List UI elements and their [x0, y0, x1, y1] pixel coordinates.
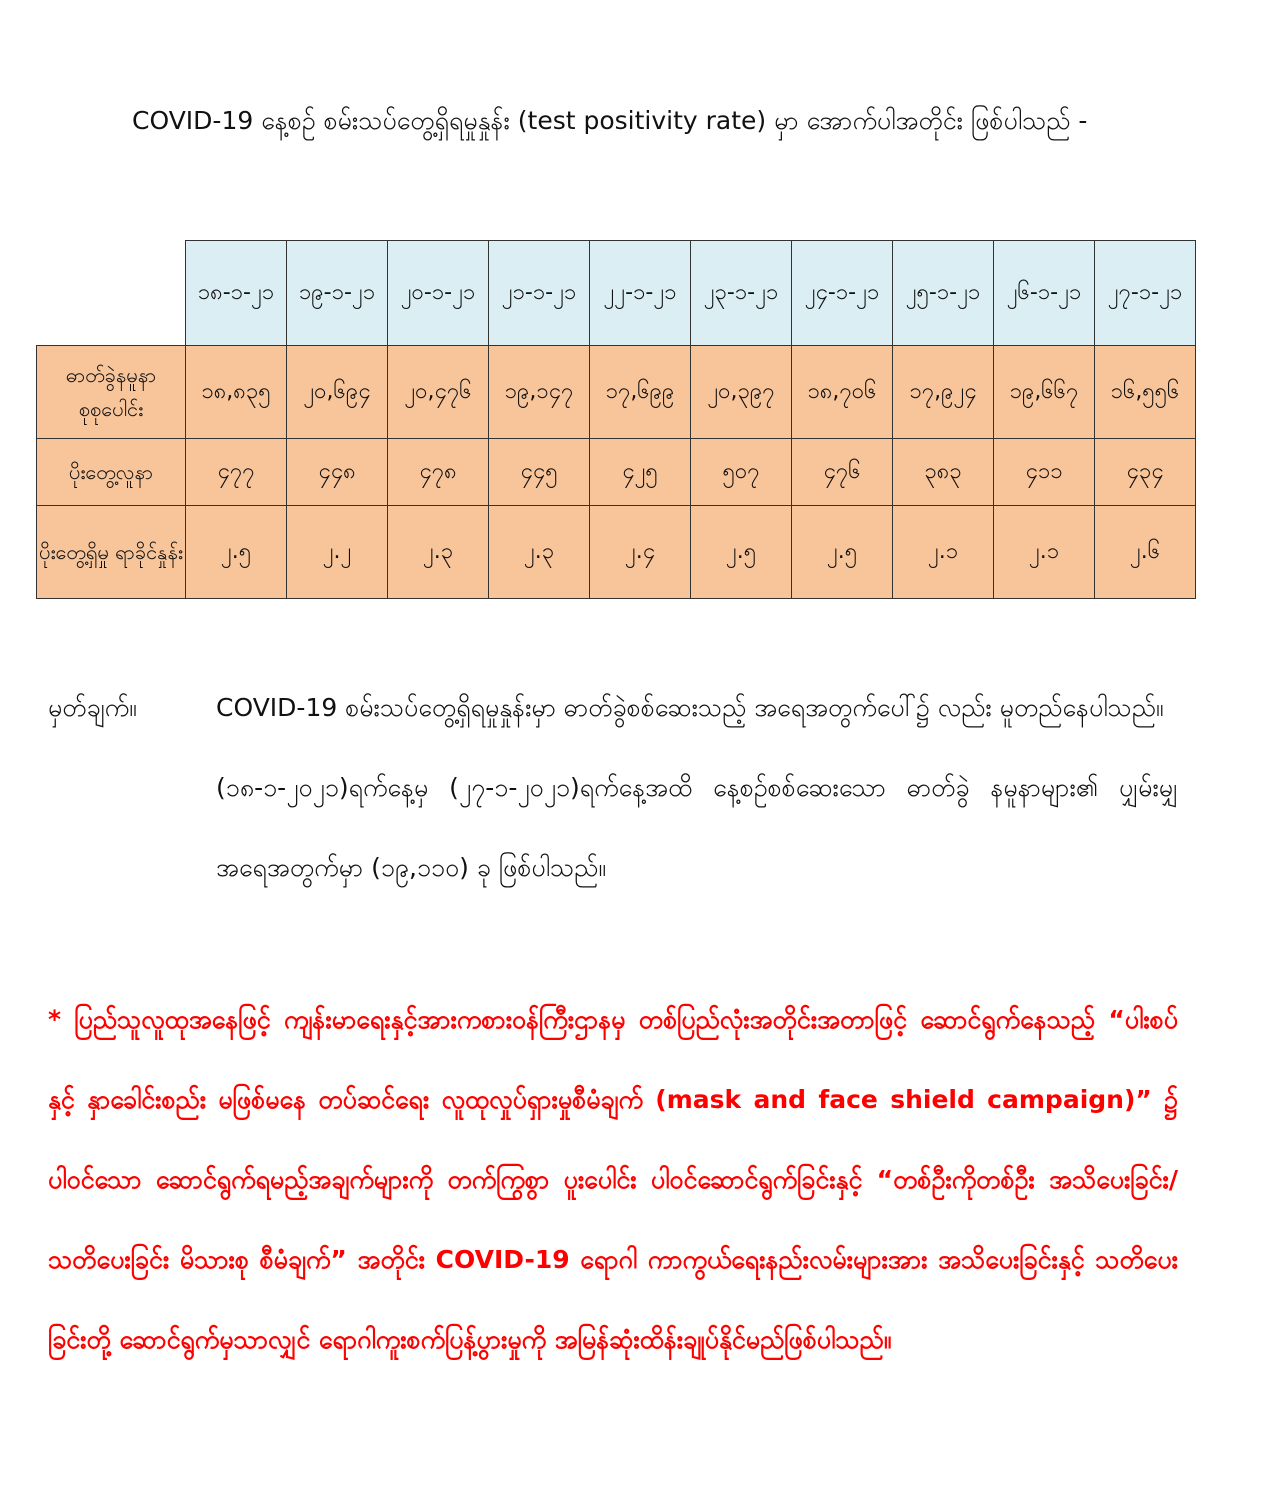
table-cell: ၁၉,၁၄၇: [489, 346, 590, 439]
table-cell: ၁၆,၅၅၆: [1095, 346, 1196, 439]
date-header: ၂၅-၁-၂၁: [893, 241, 994, 346]
intro-text: COVID-19 နေ့စဉ် စမ်းသပ်တွေ့ရှိရမှုနှုန်း (test positivity rate) မှာ အောက်ပါအတိုင်း ဖြစ်ပါသည် -: [132, 106, 1088, 135]
table-cell: ၄၇၇: [186, 439, 287, 506]
row-label: ပိုးတွေ့လူနာ: [37, 439, 186, 506]
table-cell: ၄၁၁: [994, 439, 1095, 506]
note-lead: မှတ်ချက်။: [48, 693, 137, 722]
table-cell: ၂.၂: [287, 506, 388, 599]
note-text: COVID-19 စမ်းသပ်တွေ့ရှိရမှုနှုန်းမှာ ဓာတ်ခွဲစစ်ဆေးသည့် အရေအတွက်ပေါ်၌ လည်း မူတည်နေပါသည်။: [216, 693, 1164, 722]
table-cell: ၁၇,၆၉၉: [590, 346, 691, 439]
date-header: ၂၆-၁-၂၁: [994, 241, 1095, 346]
table-cell: ၁၈,၇၀၆: [792, 346, 893, 439]
table-cell: ၄၇၆: [792, 439, 893, 506]
note-average-text: (၁၈-၁-၂၀၂၁)ရက်နေ့မှ (၂၇-၁-၂၀၂၁)ရက်နေ့အထိ နေ့စဉ်စစ်ဆေးသော ဓာတ်ခွဲ နမူနာများ၏ ပျှမ်းမျှအရေအတွက်မှာ (၁၉,၁၁၀) ခု ဖြစ်ပါသည်။: [216, 773, 1178, 882]
table-cell: ၅၀၇: [691, 439, 792, 506]
table-cell: ၄၃၄: [1095, 439, 1196, 506]
table-cell: ၁၈,၈၃၅: [186, 346, 287, 439]
table-cell: ၂၀,၃၉၇: [691, 346, 792, 439]
table-cell: ၄၄၅: [489, 439, 590, 506]
date-header: ၂၁-၁-၂၁: [489, 241, 590, 346]
positivity-rate-table: [36, 240, 1196, 599]
table-cell: ၂.၁: [994, 506, 1095, 599]
date-header: ၂၀-၁-၂၁: [388, 241, 489, 346]
positive-cases-row: [37, 439, 1196, 506]
table-cell: ၄၇၈: [388, 439, 489, 506]
date-header: ၂၇-၁-၂၁: [1095, 241, 1196, 346]
table-cell: ၂.၁: [893, 506, 994, 599]
date-header-row: [37, 241, 1196, 346]
table-cell: ၄၂၅: [590, 439, 691, 506]
table-cell: ၁၉,၆၆၇: [994, 346, 1095, 439]
table-cell: ၂.၆: [1095, 506, 1196, 599]
table-cell: ၂.၃: [489, 506, 590, 599]
row-label: ဓာတ်ခွဲနမူနာ စုစုပေါင်း: [37, 346, 186, 439]
table-cell: ၁၇,၉၂၄: [893, 346, 994, 439]
table-cell: ၂.၅: [691, 506, 792, 599]
date-header: ၁၈-၁-၂၁: [186, 241, 287, 346]
campaign-notice: * ပြည်သူလူထုအနေဖြင့် ကျန်းမာရေးနှင့်အားကစားဝန်ကြီးဌာနမှ တစ်ပြည်လုံးအတိုင်းအတာဖြင့် ဆောင်ရွက်နေသည့် “ပါးစပ်နှင့် နှာခေါင်းစည်း မဖြစ်မနေ တပ်ဆင်ရေး လူထုလှုပ်ရှားမှုစီမံချက် (mask and face shield campaign)” ၌ ပါဝင်သော ဆောင်ရွက်ရမည့်အချက်များကို တက်ကြွစွာ ပူးပေါင်း ပါဝင်ဆောင်ရွက်ခြင်းနှင့် “တစ်ဦးကိုတစ်ဦး အသိပေးခြင်း/ သတိပေးခြင်း မိသားစု စီမံချက်” အတိုင်း COVID-19 ရောဂါ ကာကွယ်ရေးနည်းလမ်းများအား အသိပေးခြင်းနှင့် သတိပေး ခြင်းတို့ ဆောင်ရွက်မှသာလျှင် ရောဂါကူးစက်ပြန့်ပွားမှုကို အမြန်ဆုံးထိန်းချုပ်နိုင်မည်ဖြစ်ပါသည်။: [48, 1005, 1178, 1354]
row-label: ပိုးတွေ့ရှိမှု ရာခိုင်နှုန်း: [37, 506, 186, 599]
table-cell: ၂၀,၆၉၄: [287, 346, 388, 439]
table-cell: ၃၈၃: [893, 439, 994, 506]
date-header: ၂၂-၁-၂၁: [590, 241, 691, 346]
note-section: [48, 668, 1178, 908]
intro-paragraph: [48, 82, 1178, 160]
table-cell: ၄၄၈: [287, 439, 388, 506]
samples-tested-row: [37, 346, 1196, 439]
table-cell: ၂.၃: [388, 506, 489, 599]
date-header: ၁၉-၁-၂၁: [287, 241, 388, 346]
table-cell: ၂၀,၄၇၆: [388, 346, 489, 439]
date-header: ၂၃-၁-၂၁: [691, 241, 792, 346]
corner-cell: [37, 241, 186, 346]
positivity-percent-row: [37, 506, 1196, 599]
table-cell: ၂.၅: [186, 506, 287, 599]
table-cell: ၂.၄: [590, 506, 691, 599]
date-header: ၂၄-၁-၂၁: [792, 241, 893, 346]
note-body: [216, 668, 1178, 908]
table-cell: ၂.၅: [792, 506, 893, 599]
